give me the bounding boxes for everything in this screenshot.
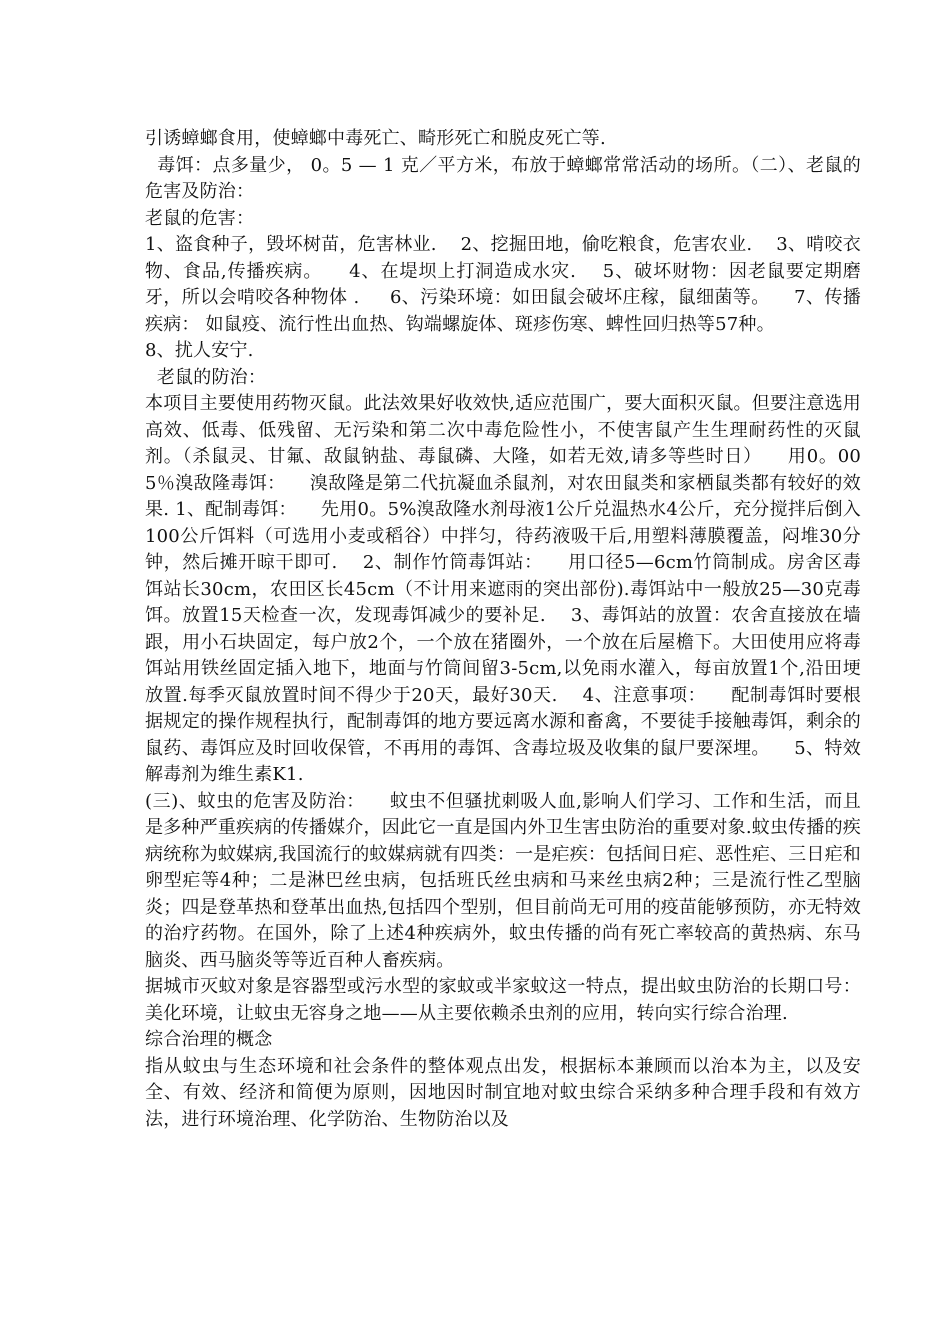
paragraph-cockroach-bait-dosage: 毒饵：点多量少， 0。5 — 1 克／平方米，布放于蟑螂常常活动的场所。（二）、老鼠的危害及防治：	[145, 154, 861, 202]
paragraph-rat-hazards-list: 1、盗食种子，毁坏树苗，危害林业. 2、挖掘田地，偷吃粮食，危害农业. 3、啃咬衣物、食品,传播疾病。 4、在堤坝上打洞造成水灾. 5、破坏财物：因老鼠要定期磨牙，所以会啃咬各种物体 . 6、污染环境：如田鼠会破坏庄稼，鼠细菌等。 7、传播疾病： 如鼠疫、流行性出血热、钩端螺旋体、斑疹伤寒、蜱性回归热等57种。	[145, 234, 861, 335]
heading-integrated-management: 综合治理的概念	[145, 1029, 273, 1050]
paragraph-mosquito-hazards: (三)、蚊虫的危害及防治： 蚊虫不但骚扰刺吸人血,影响人们学习、工作和生活，而且是多种严重疾病的传播媒介，因此它一直是国内外卫生害虫防治的重要对象.蚊虫传播的疾病统称为蚊媒病,我国流行的蚊媒病就有四类：一是疟疾：包括间日疟、恶性疟、三日疟和卵型疟等4种；二是淋巴丝虫病，包括班氏丝虫病和马来丝虫病2种；三是流行性乙型脑炎；四是登革热和登革出血热,包括四个型别，但目前尚无可用的疫苗能够预防，亦无特效的治疗药物。在国外，除了上述4种疾病外，蚊虫传播的尚有死亡率较高的黄热病、东马脑炎、西马脑炎等等近百种人畜疾病。	[145, 790, 861, 971]
paragraph-integrated-management-definition: 指从蚊虫与生态环境和社会条件的整体观点出发，根据标本兼顾而以治本为主，以及安全、有效、经济和简便为原则，因地因时制宜地对蚊虫综合采纳多种合理手段和有效方法，进行环境治理、化学防治、生物防治以及	[145, 1055, 861, 1130]
heading-rat-control: 老鼠的防治：	[145, 366, 267, 388]
paragraph-mosquito-slogan: 据城市灭蚊对象是容器型或污水型的家蚊或半家蚊这一特点，提出蚊虫防治的长期口号：美化环境，让蚊虫无容身之地——从主要依赖杀虫剂的应用，转向实行综合治理.	[145, 976, 861, 1024]
paragraph-cockroach-bait-intro: 引诱蟑螂食用，使蟑螂中毒死亡、畸形死亡和脱皮死亡等.	[145, 128, 606, 149]
document-body	[145, 126, 861, 1133]
heading-rat-hazards: 老鼠的危害：	[145, 207, 255, 229]
paragraph-rat-hazard-8: 8、扰人安宁.	[145, 340, 254, 361]
paragraph-rat-control-method: 本项目主要使用药物灭鼠。此法效果好收效快,适应范围广，要大面积灭鼠。但要注意选用高效、低毒、低残留、无污染和第二次中毒危险性小，不使害鼠产生生理耐药性的灭鼠剂。（杀鼠灵、甘氟、敌鼠钠盐、毒鼠磷、大隆，如若无效,请多等些时日） 用0。005％溴敌隆毒饵： 溴敌隆是第二代抗凝血杀鼠剂，对农田鼠类和家栖鼠类都有较好的效果. 1、配制毒饵： 先用0。5%溴敌隆水剂母液1公斤兑温热水4公斤，充分搅拌后倒入100公斤饵料（可选用小麦或稻谷）中拌匀，待药液吸干后,用塑料薄膜覆盖，闷堆30分钟，然后摊开晾干即可. 2、制作竹筒毒饵站： 用口径5—6cm竹筒制成。房舍区毒饵站长30cm，农田区长45cm（不计用来遮雨的突出部份).毒饵站中一般放25—30克毒饵。放置15天检查一次，发现毒饵减少的要补足. 3、毒饵站的放置：农舍直接放在墙跟，用小石块固定，每户放2个，一个放在猪圈外，一个放在后屋檐下。大田使用应将毒饵站用铁丝固定插入地下，地面与竹筒间留3-5cm,以免雨水灌入，每亩放置1个,沿田埂放置.每季灭鼠放置时间不得少于20天，最好30天. 4、注意事项： 配制毒饵时要根据规定的操作规程执行，配制毒饵的地方要远离水源和畜禽，不要徒手接触毒饵，剩余的鼠药、毒饵应及时回收保管，不再用的毒饵、含毒垃圾及收集的鼠尸要深埋。 5、特效解毒剂为维生素K1.	[145, 393, 861, 785]
